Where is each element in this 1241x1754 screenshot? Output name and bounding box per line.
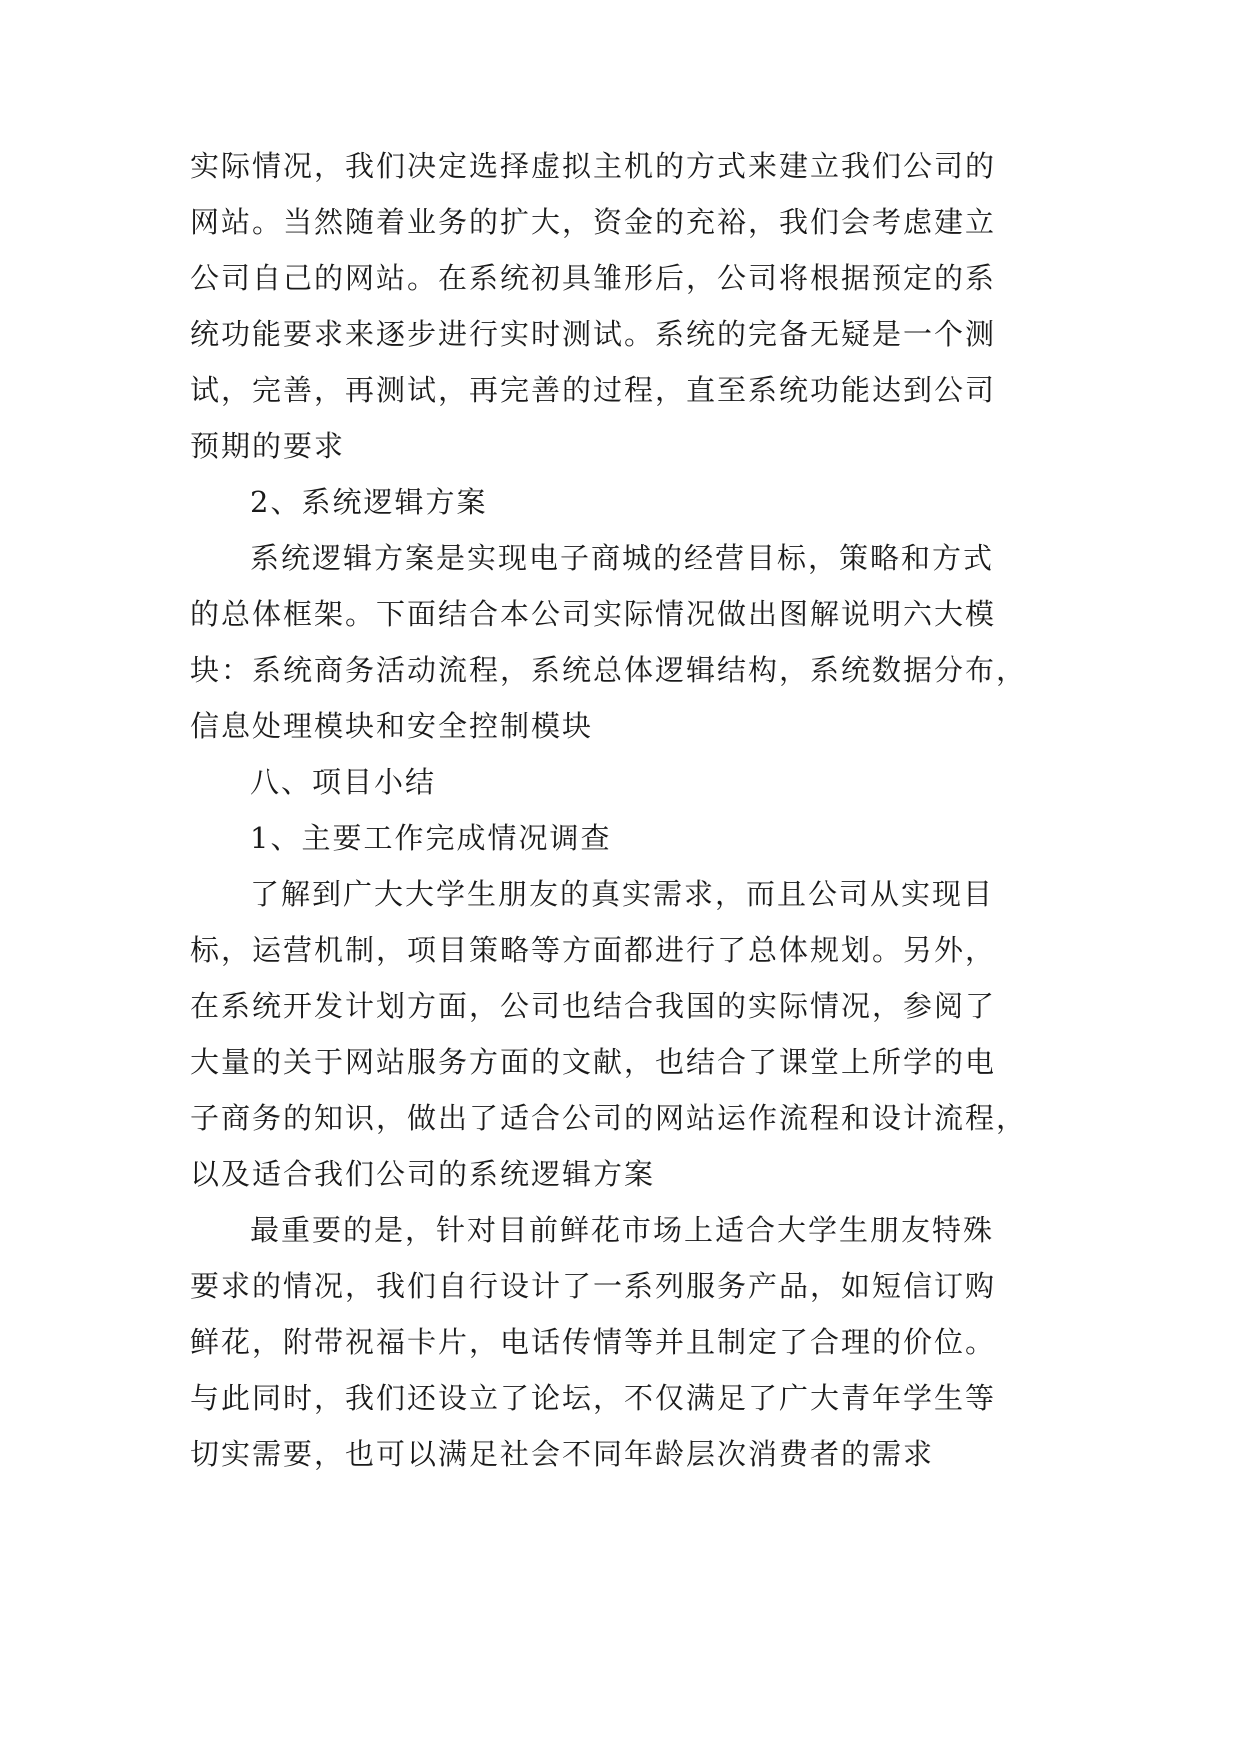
body-text-line: 统功能要求来逐步进行实时测试。系统的完备无疑是一个测: [190, 317, 997, 351]
body-text-line: 块：系统商务活动流程，系统总体逻辑结构，系统数据分布，: [190, 653, 1028, 687]
body-text-line: 鲜花，附带祝福卡片，电话传情等并且制定了合理的价位。: [190, 1325, 997, 1359]
body-text-line: 以及适合我们公司的系统逻辑方案: [190, 1157, 656, 1191]
body-text-line: 子商务的知识，做出了适合公司的网站运作流程和设计流程，: [190, 1101, 1028, 1135]
body-text-line: 大量的关于网站服务方面的文献，也结合了课堂上所学的电: [190, 1045, 997, 1079]
paragraph-first-line: 系统逻辑方案是实现电子商城的经营目标，策略和方式: [250, 541, 995, 575]
body-text-line: 与此同时，我们还设立了论坛，不仅满足了广大青年学生等: [190, 1381, 997, 1415]
section-heading: 1、主要工作完成情况调查: [250, 821, 612, 855]
body-text-line: 网站。当然随着业务的扩大，资金的充裕，我们会考虑建立: [190, 205, 997, 239]
body-text-line: 公司自己的网站。在系统初具雏形后，公司将根据预定的系: [190, 261, 997, 295]
body-text-line: 试，完善，再测试，再完善的过程，直至系统功能达到公司: [190, 373, 997, 407]
chapter-heading: 八、项目小结: [250, 765, 437, 799]
body-text-line: 信息处理模块和安全控制模块: [190, 709, 594, 743]
body-text-line: 标，运营机制，项目策略等方面都进行了总体规划。另外，: [190, 933, 997, 967]
paragraph-first-line: 了解到广大大学生朋友的真实需求，而且公司从实现目: [250, 877, 995, 911]
paragraph-first-line: 最重要的是，针对目前鲜花市场上适合大学生朋友特殊: [250, 1213, 995, 1247]
body-text-line: 切实需要，也可以满足社会不同年龄层次消费者的需求: [190, 1437, 935, 1471]
body-text-line: 的总体框架。下面结合本公司实际情况做出图解说明六大模: [190, 597, 997, 631]
body-text-line: 在系统开发计划方面，公司也结合我国的实际情况，参阅了: [190, 989, 997, 1023]
body-text-line: 预期的要求: [190, 429, 346, 463]
section-heading: 2、系统逻辑方案: [250, 485, 488, 519]
body-text-line: 要求的情况，我们自行设计了一系列服务产品，如短信订购: [190, 1269, 997, 1303]
body-text-line: 实际情况，我们决定选择虚拟主机的方式来建立我们公司的: [190, 149, 997, 183]
